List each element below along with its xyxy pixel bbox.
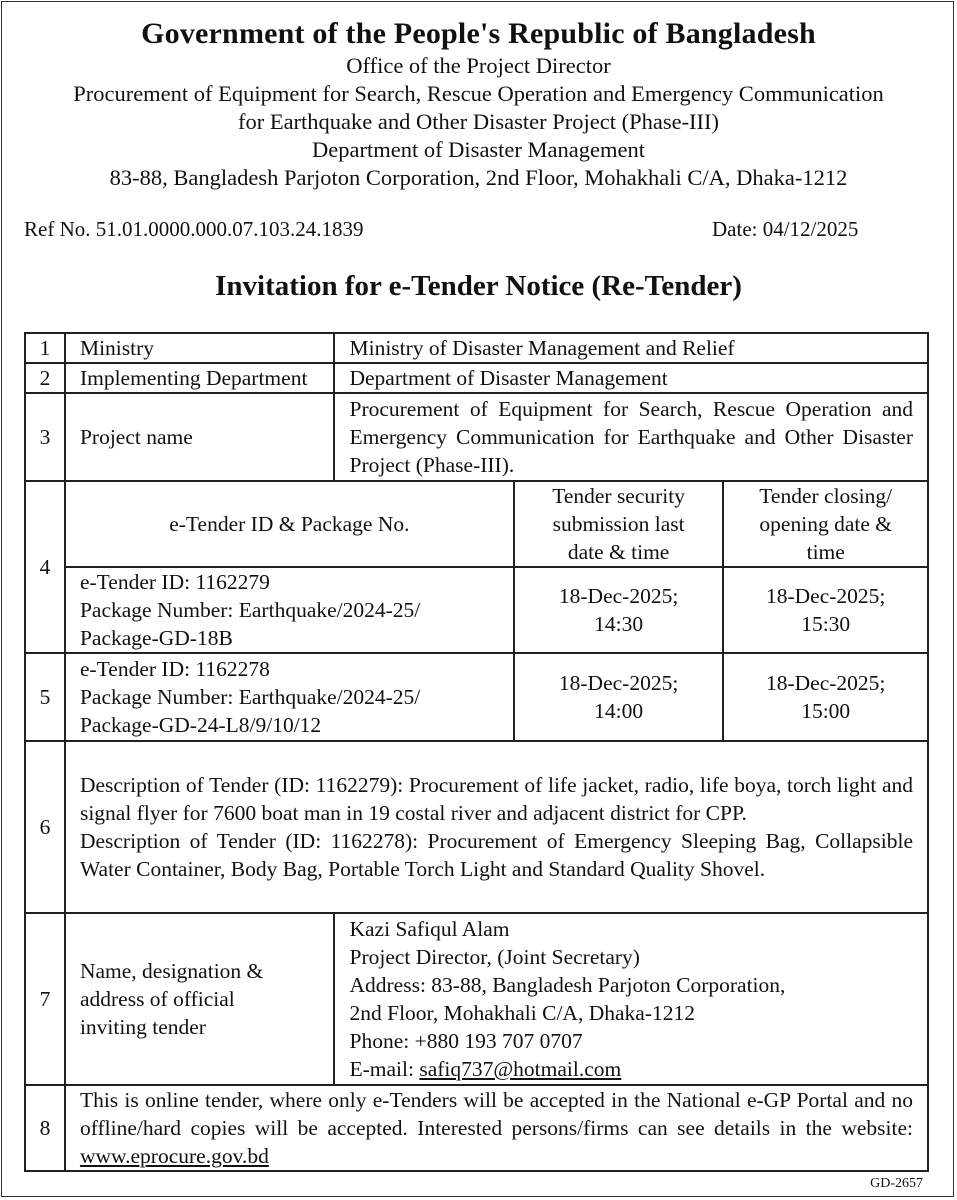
- notice-page: [1, 1, 954, 1197]
- footer-code: GD-2657: [870, 1176, 923, 1191]
- letterhead: [2, 16, 955, 192]
- department-line: Department of Disaster Management: [311, 137, 645, 162]
- eprocure-website-link[interactable]: www.eprocure.gov.bd: [79, 1144, 269, 1168]
- project-line-1: Procurement of Equipment for Search, Rescue Operation and Emergency Communication: [73, 81, 884, 106]
- row-label: Ministry: [65, 333, 335, 363]
- row-label: Project name: [65, 393, 335, 481]
- tender-package-cell: e-Tender ID: 1162279 Package Number: Earthquake/2024-25/ Package-GD-18B: [65, 567, 514, 653]
- official-address-line-1: Address: 83-88, Bangladesh Parjoton Corporation,: [349, 973, 786, 997]
- government-title: Government of the People's Republic of Bangladesh: [141, 17, 816, 50]
- row-number: 4: [25, 481, 65, 653]
- email-link[interactable]: safiq737@hotmail.com: [419, 1057, 622, 1081]
- table-row: [25, 741, 928, 913]
- table-row: [25, 393, 928, 481]
- row-number: 7: [25, 913, 65, 1085]
- closing-datetime-cell: 18-Dec-2025; 15:30: [723, 567, 928, 653]
- official-address-line-2: 2nd Floor, Mohakhali C/A, Dhaka-1212: [349, 1001, 695, 1025]
- security-datetime-cell: 18-Dec-2025; 14:00: [514, 653, 724, 741]
- online-tender-note-cell: This is online tender, where only e-Tenders will be accepted in the National e-GP Portal and no offline/hard copies will be accepted. Interested persons/firms can see details in the website: www.eprocure.gov.bd: [65, 1085, 928, 1171]
- address-line: 83-88, Bangladesh Parjoton Corporation, 2nd Floor, Mohakhali C/A, Dhaka-1212: [109, 165, 848, 190]
- table-row: [25, 333, 928, 363]
- tender-id-column-header: e-Tender ID & Package No.: [65, 481, 514, 567]
- row-value: Procurement of Equipment for Search, Rescue Operation and Emergency Communication for Earthquake and Other Disaster Project (Phase-III).: [334, 393, 928, 481]
- notice-date: Date: 04/12/2025: [712, 217, 859, 241]
- official-label-cell: Name, designation & address of official inviting tender: [65, 913, 335, 1085]
- tender-table: [24, 332, 929, 1172]
- row-number: 6: [25, 741, 65, 913]
- row-number: 2: [25, 363, 65, 393]
- table-row: [25, 567, 928, 653]
- row-number: 5: [25, 653, 65, 741]
- office-line: Office of the Project Director: [346, 53, 611, 78]
- table-row: [25, 1085, 928, 1171]
- row-number: 3: [25, 393, 65, 481]
- row-value: Department of Disaster Management: [334, 363, 928, 393]
- reference-number: Ref No. 51.01.0000.000.07.103.24.1839: [24, 217, 364, 241]
- row-number: 8: [25, 1085, 65, 1171]
- table-row: [25, 653, 928, 741]
- description-tender-1162279: Description of Tender (ID: 1162279): Procurement of life jacket, radio, life boya, torch light and signal flyer for 7600 boat man in 19 costal river and adjacent district for CPP.: [79, 773, 913, 825]
- official-phone: Phone: +880 193 707 0707: [349, 1029, 583, 1053]
- official-email-line: E-mail: safiq737@hotmail.com: [349, 1057, 622, 1081]
- project-line-2: for Earthquake and Other Disaster Project (Phase-III): [237, 109, 720, 134]
- security-column-header: Tender security submission last date & time: [514, 481, 724, 567]
- row-label: Implementing Department: [65, 363, 335, 393]
- official-name: Kazi Safiqul Alam: [349, 917, 510, 941]
- description-tender-1162278: Description of Tender (ID: 1162278): Procurement of Emergency Sleeping Bag, Collapsible Water Container, Body Bag, Portable Torch Light and Standard Quality Shovel.: [79, 829, 913, 881]
- table-row: [25, 913, 928, 1085]
- tender-package-cell: e-Tender ID: 1162278 Package Number: Earthquake/2024-25/ Package-GD-24-L8/9/10/12: [65, 653, 514, 741]
- official-designation: Project Director, (Joint Secretary): [349, 945, 640, 969]
- official-details-cell: [334, 913, 928, 1085]
- security-datetime-cell: 18-Dec-2025; 14:30: [514, 567, 724, 653]
- table-row: [25, 481, 928, 567]
- row-value: Ministry of Disaster Management and Relief: [334, 333, 928, 363]
- table-row: [25, 363, 928, 393]
- tender-description-cell: [65, 741, 928, 913]
- closing-datetime-cell: 18-Dec-2025; 15:00: [723, 653, 928, 741]
- row-number: 1: [25, 333, 65, 363]
- closing-column-header: Tender closing/ opening date & time: [723, 481, 928, 567]
- notice-title: Invitation for e-Tender Notice (Re-Tender): [215, 270, 742, 302]
